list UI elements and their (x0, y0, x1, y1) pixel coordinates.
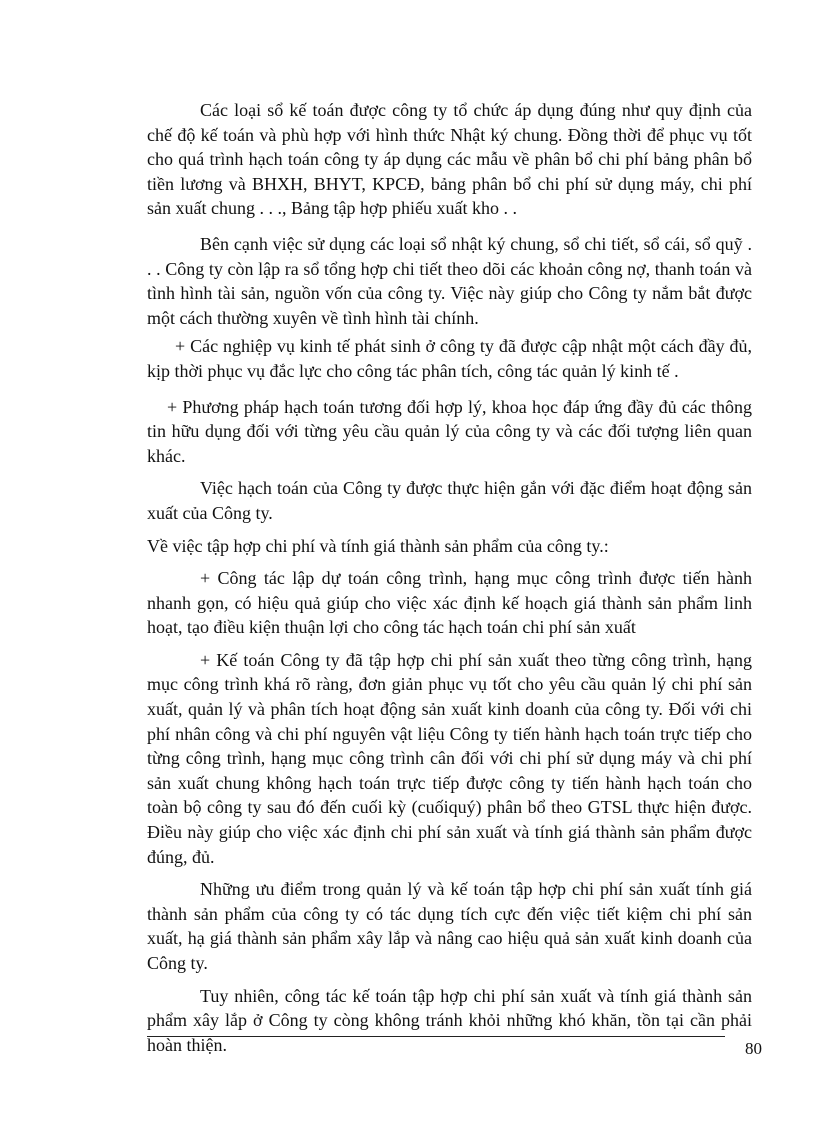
paragraph: + Các nghiệp vụ kinh tế phát sinh ở công ty đã được cập nhật một cách đầy đủ, kịp thời phục vụ đắc lực cho công tác phân tích, công tác quản lý kinh tế . (147, 336, 752, 381)
paragraph: + Kế toán Công ty đã tập hợp chi phí sản xuất theo từng công trình, hạng mục công trình khá rõ ràng, đơn giản phục vụ tốt cho yêu cầu quản lý chi phí sản xuất, quản lý và phân tích hoạt động sản xuất kinh doanh của công ty. Đối với chi phí nhân công và chi phí nguyên vật liệu Công ty tiến hành hạch toán trực tiếp cho từng công trình, hạng mục công trình cân đối với chi phí sử dụng máy và chi phí sản xuất chung không hạch toán trực tiếp được công ty tiến hành hạch toán cho toàn bộ công ty sau đó đến cuối kỳ (cuốiquý) phân bổ theo GTSL thực hiện được. Điều này giúp cho việc xác định chi phí sản xuất và tính giá thành sản phẩm được đúng, đủ. (147, 649, 752, 867)
paragraph: Những ưu điểm trong quản lý và kế toán tập hợp chi phí sản xuất tính giá thành sản phẩm của công ty có tác dụng tích cực đến việc tiết kiệm chi phí sản xuất, hạ giá thành sản phẩm xây lắp và nâng cao hiệu quả sản xuất kinh doanh của Công ty. (147, 879, 752, 973)
paragraph: Việc hạch toán của Công ty được thực hiện gắn với đặc điểm hoạt động sản xuất của Công ty. (147, 478, 752, 523)
page-number: 80 (745, 1039, 762, 1058)
paragraph: + Công tác lập dự toán công trình, hạng mục công trình được tiến hành nhanh gọn, có hiệu quả giúp cho việc xác định kế hoạch giá thành sản phẩm linh hoạt, tạo điều kiện thuận lợi cho công tác hạch toán chi phí sản xuất (147, 568, 752, 638)
document-body (147, 98, 752, 1057)
paragraph: Các loại sổ kế toán được công ty tổ chức áp dụng đúng như quy định của chế độ kế toán và phù hợp với hình thức Nhật ký chung. Đồng thời để phục vụ tốt cho quá trình hạch toán công ty áp dụng các mẫu về phân bổ chi phí bảng phân bổ tiền lương và BHXH, BHYT, KPCĐ, bảng phân bổ chi phí sử dụng máy, chi phí sản xuất chung . . ., Bảng tập hợp phiếu xuất kho . . (147, 100, 752, 219)
paragraph: Về việc tập hợp chi phí và tính giá thành sản phẩm của công ty.: (147, 535, 609, 556)
footer-divider (147, 1036, 725, 1037)
paragraph: + Phương pháp hạch toán tương đối hợp lý, khoa học đáp ứng đầy đủ các thông tin hữu dụng đối với từng yêu cầu quản lý của công ty và các đối tượng liên quan khác. (147, 396, 752, 466)
paragraph: Bên cạnh việc sử dụng các loại sổ nhật ký chung, sổ chi tiết, sổ cái, sổ quỹ . . . Công ty còn lập ra sổ tổng hợp chi tiết theo dõi các khoản công nợ, thanh toán và tình hình tài sản, nguồn vốn của công ty. Việc này giúp cho Công ty nắm bắt được một cách thường xuyên về tình hình tài chính. (147, 233, 752, 328)
paragraph: Tuy nhiên, công tác kế toán tập hợp chi phí sản xuất và tính giá thành sản phẩm xây lắp ở Công ty còng không tránh khỏi những khó khăn, tồn tại cần phải hoàn thiện. (147, 985, 752, 1055)
